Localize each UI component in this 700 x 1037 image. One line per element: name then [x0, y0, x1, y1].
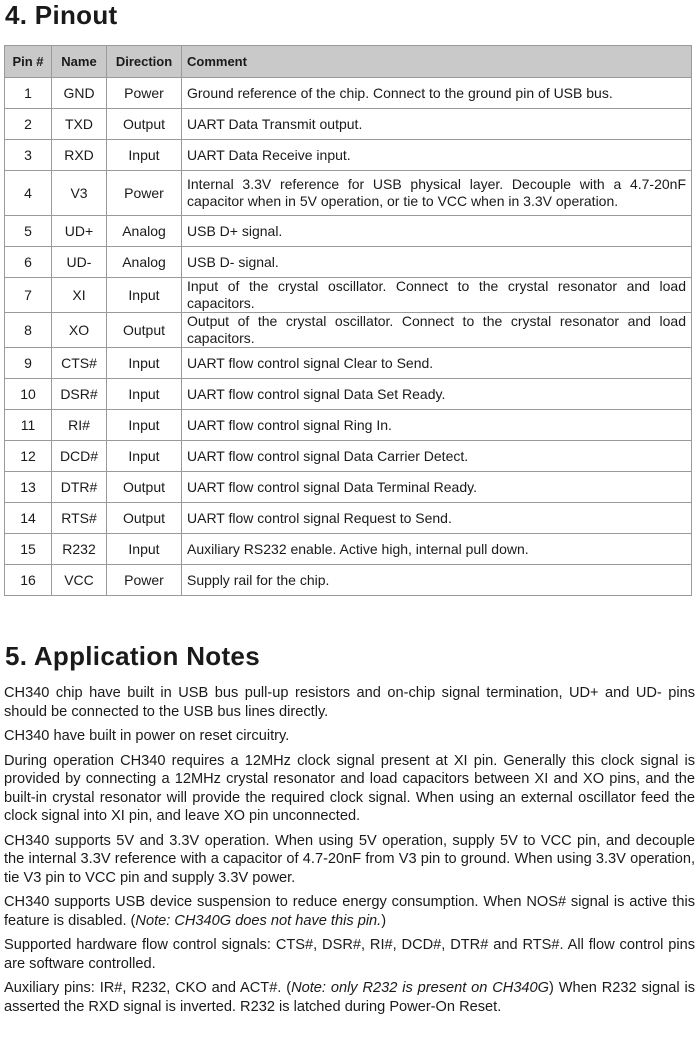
direction-cell: Output [107, 503, 182, 534]
pin-cell: 12 [5, 441, 52, 472]
note-paragraph [4, 684, 695, 721]
table-row [5, 313, 692, 348]
direction-cell: Power [107, 78, 182, 109]
direction-cell: Output [107, 109, 182, 140]
comment-cell: Ground reference of the chip. Connect to the ground pin of USB bus. [182, 78, 692, 109]
name-cell: RXD [52, 140, 107, 171]
table-row [5, 410, 692, 441]
table-row [5, 171, 692, 216]
note-text: Supported hardware flow control signals: CTS#, DSR#, RI#, DCD#, DTR# and RTS#. All flow control pins are software controlled. [4, 937, 695, 972]
note-paragraph [4, 979, 695, 1016]
direction-cell: Input [107, 379, 182, 410]
note-paragraph [4, 893, 695, 930]
note-italic: Note: only R232 is present on CH340G [291, 980, 550, 996]
direction-cell: Output [107, 313, 182, 348]
table-row [5, 441, 692, 472]
note-text: CH340 supports USB device suspension to reduce energy consumption. When NOS# signal is active this feature is disabled. ( [4, 894, 695, 929]
table-row [5, 534, 692, 565]
note-text: CH340 supports 5V and 3.3V operation. When using 5V operation, supply 5V to VCC pin, and decouple the internal 3.3V reference with a capacitor of 4.7-20nF from V3 pin to ground. When using 3.3V operation, tie V3 pin to VCC pin and supply 3.3V power. [4, 832, 695, 886]
name-cell: DTR# [52, 472, 107, 503]
pin-cell: 7 [5, 278, 52, 313]
pin-cell: 16 [5, 565, 52, 596]
direction-cell: Input [107, 441, 182, 472]
name-cell: UD- [52, 247, 107, 278]
table-row [5, 109, 692, 140]
name-cell: TXD [52, 109, 107, 140]
name-cell: R232 [52, 534, 107, 565]
comment-cell: UART flow control signal Data Carrier Detect. [182, 441, 692, 472]
pin-cell: 2 [5, 109, 52, 140]
pinout-table [4, 45, 692, 596]
name-cell: GND [52, 78, 107, 109]
direction-cell: Input [107, 410, 182, 441]
table-row [5, 348, 692, 379]
comment-cell: UART flow control signal Data Terminal Ready. [182, 472, 692, 503]
note-paragraph [4, 936, 695, 973]
pin-cell: 13 [5, 472, 52, 503]
comment-cell: UART Data Transmit output. [182, 109, 692, 140]
comment-cell: USB D- signal. [182, 247, 692, 278]
comment-cell: Auxiliary RS232 enable. Active high, internal pull down. [182, 534, 692, 565]
note-paragraph [4, 832, 695, 888]
header-name: Name [52, 46, 107, 78]
header-pin: Pin # [5, 46, 52, 78]
comment-cell: UART flow control signal Ring In. [182, 410, 692, 441]
pin-cell: 8 [5, 313, 52, 348]
direction-cell: Power [107, 171, 182, 216]
table-row [5, 140, 692, 171]
pin-cell: 9 [5, 348, 52, 379]
direction-cell: Input [107, 534, 182, 565]
direction-cell: Input [107, 140, 182, 171]
table-row [5, 503, 692, 534]
pin-cell: 11 [5, 410, 52, 441]
pin-cell: 14 [5, 503, 52, 534]
table-row [5, 565, 692, 596]
note-text: CH340 chip have built in USB bus pull-up resistors and on-chip signal termination, UD+ and UD- pins should be connected to the USB bus lines directly. [4, 685, 695, 720]
pin-cell: 4 [5, 171, 52, 216]
name-cell: CTS# [52, 348, 107, 379]
comment-cell: UART flow control signal Data Set Ready. [182, 379, 692, 410]
pin-cell: 1 [5, 78, 52, 109]
note-text: ) [381, 912, 387, 929]
note-text: ) When R232 signal is asserted the RXD signal is inverted. R232 is latched during Power-On Reset. [4, 980, 695, 1015]
direction-cell: Analog [107, 247, 182, 278]
note-text: CH340 have built in power on reset circuitry. [4, 728, 290, 744]
comment-cell: Input of the crystal oscillator. Connect to the crystal resonator and load capacitors. [182, 278, 692, 313]
application-notes [4, 684, 695, 1022]
table-row [5, 216, 692, 247]
note-italic: Note: CH340G does not have this pin. [135, 912, 382, 929]
table-row [5, 78, 692, 109]
comment-cell: Supply rail for the chip. [182, 565, 692, 596]
direction-cell: Output [107, 472, 182, 503]
table-header-row [5, 46, 692, 78]
comment-cell: Internal 3.3V reference for USB physical layer. Decouple with a 4.7-20nF capacitor when in 5V operation, or tie to VCC when in 3.3V operation. [182, 171, 692, 216]
pin-cell: 15 [5, 534, 52, 565]
direction-cell: Input [107, 348, 182, 379]
name-cell: DSR# [52, 379, 107, 410]
name-cell: XI [52, 278, 107, 313]
section-heading-application-notes: 5. Application Notes [5, 641, 260, 671]
name-cell: RI# [52, 410, 107, 441]
name-cell: UD+ [52, 216, 107, 247]
table-row [5, 472, 692, 503]
pin-cell: 5 [5, 216, 52, 247]
note-text: During operation CH340 requires a 12MHz clock signal present at XI pin. Generally this clock signal is provided by connecting a 12MHz crystal resonator and load capacitors between XI and XO pins, and the built-in crystal resonator will provide the required clock signal. When using an external oscillator feed the clock signal into XI pin, and leave XO pin unconnected. [4, 752, 695, 824]
direction-cell: Analog [107, 216, 182, 247]
header-direction: Direction [107, 46, 182, 78]
name-cell: V3 [52, 171, 107, 216]
name-cell: RTS# [52, 503, 107, 534]
name-cell: VCC [52, 565, 107, 596]
table-row [5, 247, 692, 278]
comment-cell: UART flow control signal Clear to Send. [182, 348, 692, 379]
header-comment: Comment [182, 46, 692, 78]
name-cell: DCD# [52, 441, 107, 472]
table-row [5, 379, 692, 410]
note-text: Auxiliary pins: IR#, R232, CKO and ACT#. ( [4, 980, 292, 996]
comment-cell: UART flow control signal Request to Send. [182, 503, 692, 534]
section-heading-pinout: 4. Pinout [5, 0, 118, 30]
direction-cell: Power [107, 565, 182, 596]
direction-cell: Input [107, 278, 182, 313]
note-paragraph [4, 752, 695, 826]
pin-cell: 10 [5, 379, 52, 410]
comment-cell: USB D+ signal. [182, 216, 692, 247]
pin-cell: 3 [5, 140, 52, 171]
note-paragraph [4, 727, 695, 746]
name-cell: XO [52, 313, 107, 348]
comment-cell: UART Data Receive input. [182, 140, 692, 171]
pin-cell: 6 [5, 247, 52, 278]
table-row [5, 278, 692, 313]
comment-cell: Output of the crystal oscillator. Connect to the crystal resonator and load capacitors. [182, 313, 692, 348]
